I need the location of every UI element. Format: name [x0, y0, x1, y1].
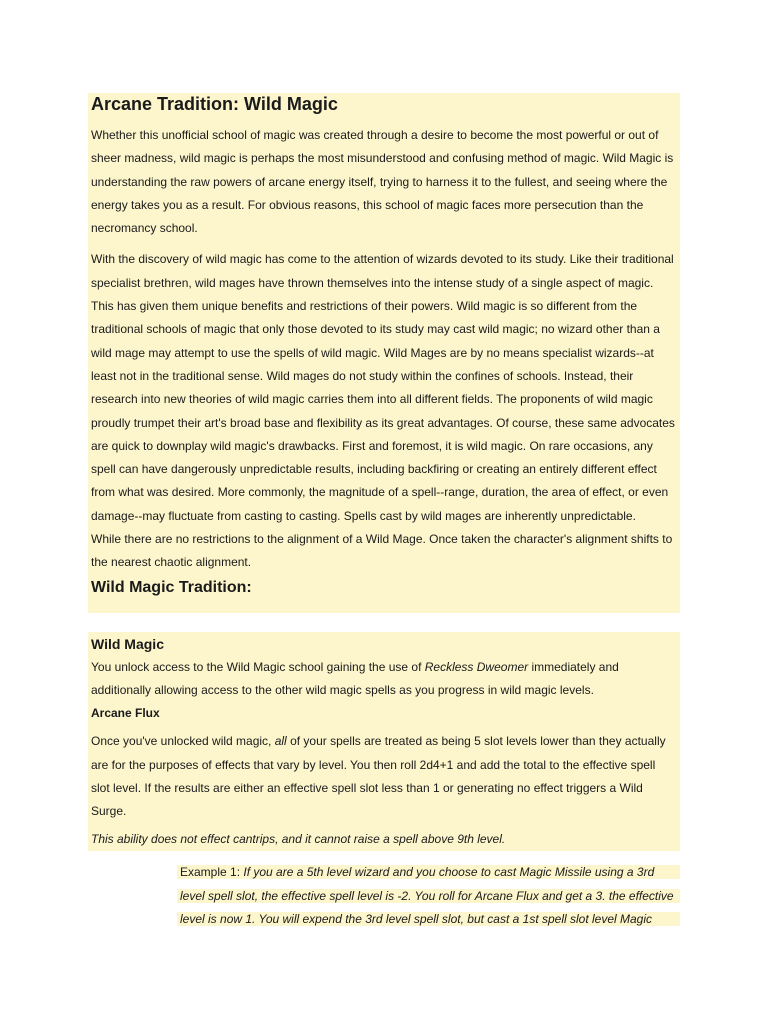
example-line-1	[177, 865, 680, 879]
document-page	[88, 93, 680, 936]
flux-text-post: of your spells are treated as being 5 slot levels lower than they actually are for the purposes of effects that vary by level. You then roll 2d4+1 and add the total to the effective spell slot level. If the results are either an effective spell slot less than 1 or generating no effect triggers a Wild Surge.	[91, 734, 666, 819]
example-label: Example 1:	[180, 865, 244, 880]
intro-paragraph: Whether this unofficial school of magic was created through a desire to become the most powerful or out of sheer madness, wild magic is perhaps the most misunderstood and confusing method of magic. Wild Magic is understanding the raw powers of arcane energy itself, trying to harness it to the fullest, and seeing where the energy takes you as a result. For obvious reasons, this school of magic faces more persecution than the necromancy school.	[91, 128, 674, 236]
example-block	[177, 865, 680, 926]
page-title: Arcane Tradition: Wild Magic	[91, 94, 338, 114]
wild-magic-text-pre: You unlock access to the Wild Magic school gaining the use of	[91, 659, 425, 674]
discovery-paragraph: With the discovery of wild magic has come to the attention of wizards devoted to its study. Like their traditional specialist brethren, wild mages have thrown themselves into the intense study of a single aspect of magic. This has given them unique benefits and restrictions of their powers. Wild magic is so different from the traditional schools of magic that only those devoted to its study may cast wild magic; no wizard other than a wild mage may attempt to use the spells of wild magic. Wild Mages are by no means specialist wizards--at least not in the traditional sense. Wild mages do not study within the confines of schools. Instead, their research into new theories of wild magic carries them into all different fields. The proponents of wild magic proudly trumpet their art's broad base and flexibility as its great advantages. Of course, these same advocates are quick to downplay wild magic's drawbacks. First and foremost, it is wild magic. On rare occasions, any spell can have dangerously unpredictable results, including backfiring or creating an entirely different effect from what was desired. More commonly, the magnitude of a spell--range, duration, the area of effect, or even damage--may fluctuate from casting to casting. Spells cast by wild mages are inherently unpredictable.	[91, 252, 675, 523]
wild-magic-paragraph	[88, 656, 680, 703]
arcane-flux-paragraph	[88, 730, 680, 823]
wild-magic-text-post: immediately and additionally allowing access to the other wild magic spells as you progress in wild magic levels.	[91, 659, 619, 697]
arcane-flux-label: Arcane Flux	[91, 706, 160, 721]
example-text-2: level spell slot, the effective spell level is -2. You roll for Arcane Flux and get a 3. the effective	[180, 888, 674, 903]
section-heading: Wild Magic Tradition:	[91, 578, 252, 596]
highlighted-block	[88, 93, 680, 613]
example-text-3: level is now 1. You will expend the 3rd level spell slot, but cast a 1st spell slot level Magic	[180, 912, 653, 927]
wild-magic-heading: Wild Magic	[91, 635, 164, 652]
example-line-3	[177, 912, 680, 926]
wild-magic-block	[88, 632, 680, 852]
flux-text-pre: Once you've unlocked wild magic,	[91, 734, 275, 749]
flux-emphasis: all	[274, 734, 287, 749]
reckless-dweomer-link: Reckless Dweomer	[424, 659, 529, 674]
flux-note: This ability does not effect cantrips, and it cannot raise a spell above 9th level.	[91, 832, 506, 847]
alignment-paragraph: While there are no restrictions to the alignment of a Wild Mage. Once taken the character's alignment shifts to the nearest chaotic alignment.	[91, 532, 673, 570]
example-line-2	[177, 889, 680, 903]
example-text-1: If you are a 5th level wizard and you choose to cast Magic Missile using a 3rd	[243, 865, 655, 880]
